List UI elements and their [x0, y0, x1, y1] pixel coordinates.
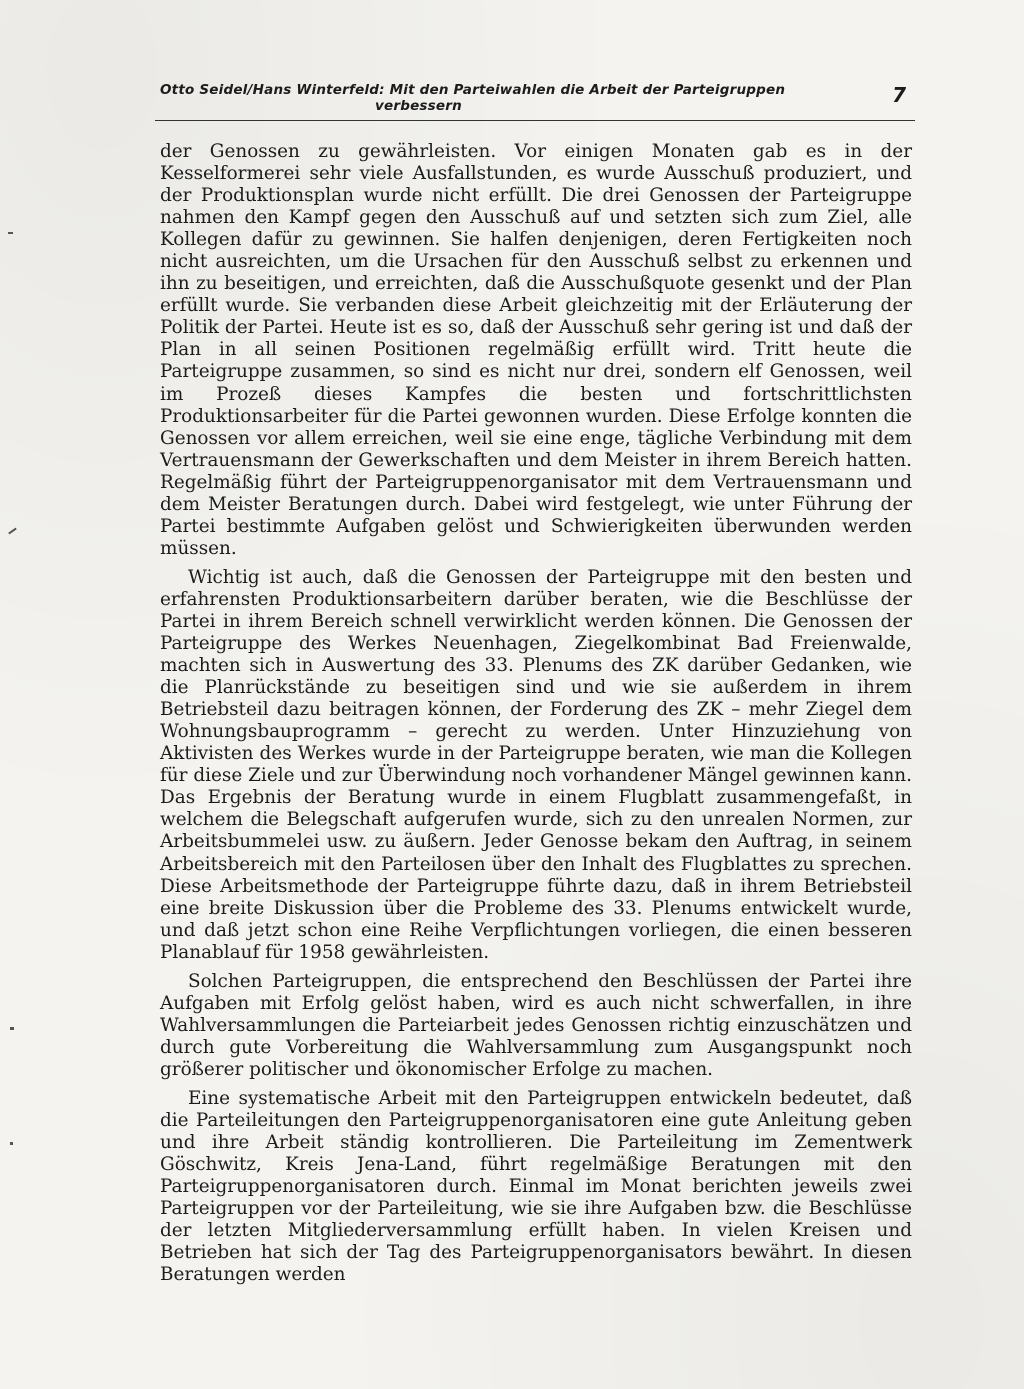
- page-number: 7: [892, 83, 906, 107]
- paragraph: Wichtig ist auch, daß die Genossen der Parteigruppe mit den besten und erfahrensten Produktionsarbeitern darüber beraten, wie die Beschlüsse der Partei in ihrem Bereich schnell verwirklicht werden können. Die Genossen der Parteigruppe des Werkes Neuenhagen, Ziegelkombinat Bad Freienwalde, machten sich in Auswertung des 33. Plenums des ZK darüber Gedanken, wie die Planrückstände zu beseitigen sind und wie sie außerdem in ihrem Betriebsteil dazu beitragen können, der Forderung des ZK – mehr Ziegel dem Wohnungsbauprogramm – gerecht zu werden. Unter Hinzuziehung von Aktivisten des Werkes wurde in der Parteigruppe beraten, wie man die Kollegen für diese Ziele und zur Überwindung noch vorhandener Mängel gewinnen kann. Das Ergebnis der Beratung wurde in einem Flugblatt zusammengefaßt, in welchem die Belegschaft aufgerufen wurde, sich zu den unrealen Normen, zur Arbeitsbummelei usw. zu äußern. Jeder Genosse bekam den Auftrag, in seinem Arbeitsbereich mit den Parteilosen über den Inhalt des Flugblattes zu sprechen. Diese Arbeitsmethode der Parteigruppe führte dazu, daß in ihrem Betriebsteil eine breite Diskussion über die Probleme des 33. Plenums entwickelt wurde, und daß jetzt schon eine Reihe Verpflichtungen vorliegen, die einen besseren Planablauf für 1958 gewährleisten.: [160, 566, 912, 963]
- paragraph: der Genossen zu gewährleisten. Vor einigen Monaten gab es in der Kesselformerei sehr viele Ausfallstunden, es wurde Ausschuß produziert, und der Produktionsplan wurde nicht erfüllt. Die drei Genossen der Parteigruppe nahmen den Kampf gegen den Ausschuß auf und setzten sich zum Ziel, alle Kollegen dafür zu gewinnen. Sie halfen denjenigen, deren Fertigkeiten noch nicht ausreichten, um die Ursachen für den Ausschuß selbst zu erkennen und ihn zu beseitigen, und erreichten, daß die Ausschußquote gesenkt und der Plan erfüllt wurde. Sie verbanden diese Arbeit gleichzeitig mit der Erläuterung der Politik der Partei. Heute ist es so, daß der Ausschuß sehr gering ist und daß der Plan in all seinen Positionen regelmäßig erfüllt wird. Tritt heute die Parteigruppe zusammen, so sind es nicht nur drei, sondern elf Genossen, weil im Prozeß dieses Kampfes die besten und fortschrittlichsten Produktionsarbeiter für die Partei gewonnen wurden. Diese Erfolge konnten die Genossen vor allem erreichen, weil sie eine enge, tägliche Verbindung mit dem Vertrauensmann der Gewerkschaften und dem Meister in ihrem Bereich hatten. Regelmäßig führt der Parteigruppenorganisator mit dem Vertrauensmann und dem Meister Beratungen durch. Dabei wird festgelegt, wie unter Führung der Partei bestimmte Aufgaben gelöst und Schwierigkeiten überwunden werden müssen.: [160, 141, 912, 559]
- header-title-line-2: verbessern: [375, 98, 462, 114]
- header-title-line-1: Otto Seidel/Hans Winterfeld: Mit den Parteiwahlen die Arbeit der Parteigruppen: [160, 82, 786, 98]
- margin-mark: [8, 528, 17, 535]
- running-header: [160, 82, 912, 118]
- article-body: [160, 141, 912, 1293]
- paragraph: Solchen Parteigruppen, die entsprechend den Beschlüssen der Partei ihre Aufgaben mit Erfolg gelöst haben, wird es auch nicht schwerfallen, in ihre Wahlversammlungen die Parteiarbeit jedes Genossen richtig einzuschätzen und durch gute Vorbereitung die Wahlversammlung zum Ausgangspunkt noch größerer politischer und ökonomischer Erfolge zu machen.: [160, 970, 912, 1080]
- margin-mark: [10, 1142, 13, 1145]
- margin-mark: [8, 232, 13, 234]
- paragraph: Eine systematische Arbeit mit den Parteigruppen entwickeln bedeutet, daß die Parteileitungen den Parteigruppenorganisatoren eine gute Anleitung geben und ihre Arbeit ständig kontrollieren. Die Parteileitung im Zementwerk Göschwitz, Kreis Jena-Land, führt regelmäßige Beratungen mit den Parteigruppenorganisatoren durch. Einmal im Monat berichten jeweils zwei Parteigruppen vor der Parteileitung, wie sie ihre Aufgaben bzw. die Beschlüsse der letzten Mitgliederversammlung erfüllt haben. In vielen Kreisen und Betrieben hat sich der Tag des Parteigruppenorganisators bewährt. In diesen Beratungen werden: [160, 1087, 912, 1286]
- margin-mark: [10, 1027, 14, 1030]
- header-title: [160, 82, 820, 114]
- header-divider: [155, 120, 915, 121]
